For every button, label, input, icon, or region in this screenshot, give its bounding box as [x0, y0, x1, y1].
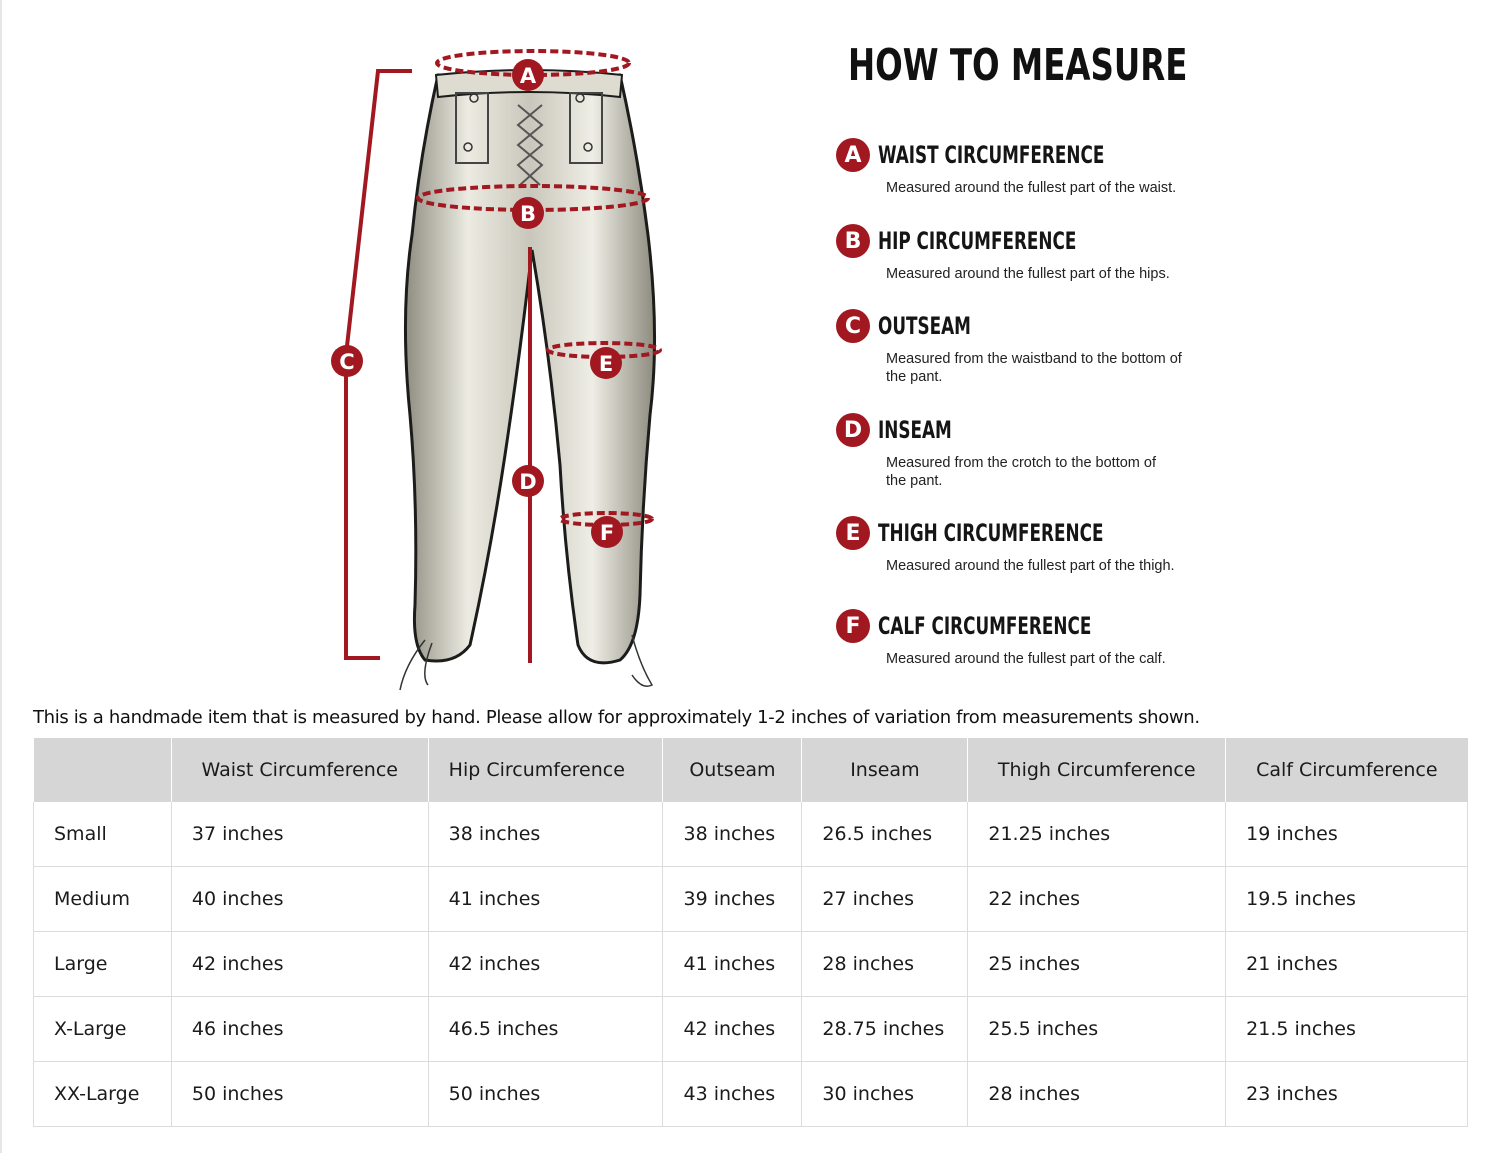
measure-label: HIP CIRCUMFERENCE: [878, 227, 1077, 255]
cell-thigh: 25.5 inches: [968, 997, 1226, 1062]
measure-label: THIGH CIRCUMFERENCE: [878, 519, 1104, 547]
measure-description: Measured from the crotch to the bottom of the pant.: [886, 455, 1156, 489]
cell-waist: 42 inches: [171, 932, 428, 997]
pants-measurement-diagram: [320, 35, 680, 695]
cell-size: XX-Large: [34, 1062, 172, 1127]
header-calf: Calf Circumference: [1226, 738, 1468, 802]
cell-hip: 38 inches: [428, 802, 663, 867]
cell-calf: 23 inches: [1226, 1062, 1468, 1127]
cell-inseam: 28.75 inches: [802, 997, 968, 1062]
measure-description: Measured around the fullest part of the thigh.: [886, 558, 1175, 574]
cell-inseam: 30 inches: [802, 1062, 968, 1127]
svg-text:B: B: [519, 202, 537, 226]
table-row: [34, 867, 1468, 932]
cell-outseam: 38 inches: [663, 802, 802, 867]
cell-waist: 40 inches: [171, 867, 428, 932]
measure-item-waist: [836, 137, 1256, 197]
marker-e: [590, 347, 622, 379]
cell-inseam: 27 inches: [802, 867, 968, 932]
measure-item-inseam: [836, 412, 1256, 490]
cell-thigh: 21.25 inches: [968, 802, 1226, 867]
cell-outseam: 42 inches: [663, 997, 802, 1062]
measure-description: Measured around the fullest part of the hips.: [886, 266, 1170, 282]
cell-size: Large: [34, 932, 172, 997]
measure-item-outseam: [836, 308, 1256, 386]
table-row: [34, 802, 1468, 867]
badge-c: C: [836, 309, 870, 343]
cell-thigh: 28 inches: [968, 1062, 1226, 1127]
cell-calf: 19 inches: [1226, 802, 1468, 867]
badge-f: F: [836, 609, 870, 643]
measure-label: CALF CIRCUMFERENCE: [878, 612, 1092, 640]
badge-d: D: [836, 413, 870, 447]
how-to-measure-title: HOW TO MEASURE: [848, 40, 1188, 91]
table-header-row: [34, 738, 1468, 802]
table-row: [34, 1062, 1468, 1127]
marker-a: [512, 59, 544, 91]
cell-size: Medium: [34, 867, 172, 932]
cell-outseam: 43 inches: [663, 1062, 802, 1127]
cell-waist: 50 inches: [171, 1062, 428, 1127]
measure-label: WAIST CIRCUMFERENCE: [878, 141, 1105, 169]
measure-description: Measured around the fullest part of the calf.: [886, 651, 1166, 667]
marker-f: [591, 516, 623, 548]
badge-a: A: [836, 138, 870, 172]
cell-size: Small: [34, 802, 172, 867]
cell-calf: 21 inches: [1226, 932, 1468, 997]
svg-text:F: F: [599, 521, 615, 545]
cell-hip: 41 inches: [428, 867, 663, 932]
header-outseam: Outseam: [663, 738, 802, 802]
cell-outseam: 41 inches: [663, 932, 802, 997]
header-waist: Waist Circumference: [171, 738, 428, 802]
measure-item-calf: [836, 608, 1256, 668]
svg-text:E: E: [598, 352, 614, 376]
table-row: [34, 932, 1468, 997]
size-chart-table: [33, 738, 1468, 1127]
header-hip: Hip Circumference: [428, 738, 663, 802]
measure-description: Measured around the fullest part of the waist.: [886, 180, 1177, 196]
marker-d: [512, 465, 544, 497]
header-inseam: Inseam: [802, 738, 968, 802]
header-size: [34, 738, 172, 802]
cell-thigh: 25 inches: [968, 932, 1226, 997]
cell-calf: 19.5 inches: [1226, 867, 1468, 932]
cell-size: X-Large: [34, 997, 172, 1062]
marker-c: [331, 345, 363, 377]
marker-b: [512, 197, 544, 229]
variation-note: This is a handmade item that is measured by hand. Please allow for approximately 1-2 inches of variation from measurements shown.: [33, 707, 1200, 728]
cell-hip: 50 inches: [428, 1062, 663, 1127]
cell-outseam: 39 inches: [663, 867, 802, 932]
measure-label: INSEAM: [878, 416, 952, 444]
cell-waist: 37 inches: [171, 802, 428, 867]
badge-b: B: [836, 224, 870, 258]
measure-description: Measured from the waistband to the bottom of the pant.: [886, 351, 1182, 385]
measure-item-thigh: [836, 515, 1256, 575]
badge-e: E: [836, 516, 870, 550]
measure-item-hip: [836, 223, 1256, 283]
cell-calf: 21.5 inches: [1226, 997, 1468, 1062]
svg-text:D: D: [519, 470, 537, 494]
cell-hip: 42 inches: [428, 932, 663, 997]
cell-waist: 46 inches: [171, 997, 428, 1062]
table-row: [34, 997, 1468, 1062]
header-thigh: Thigh Circumference: [968, 738, 1226, 802]
svg-text:C: C: [339, 350, 355, 374]
page-left-border: [0, 0, 2, 1153]
cell-inseam: 26.5 inches: [802, 802, 968, 867]
measure-label: OUTSEAM: [878, 312, 971, 340]
cell-thigh: 22 inches: [968, 867, 1226, 932]
svg-text:A: A: [519, 64, 537, 88]
cell-hip: 46.5 inches: [428, 997, 663, 1062]
cell-inseam: 28 inches: [802, 932, 968, 997]
